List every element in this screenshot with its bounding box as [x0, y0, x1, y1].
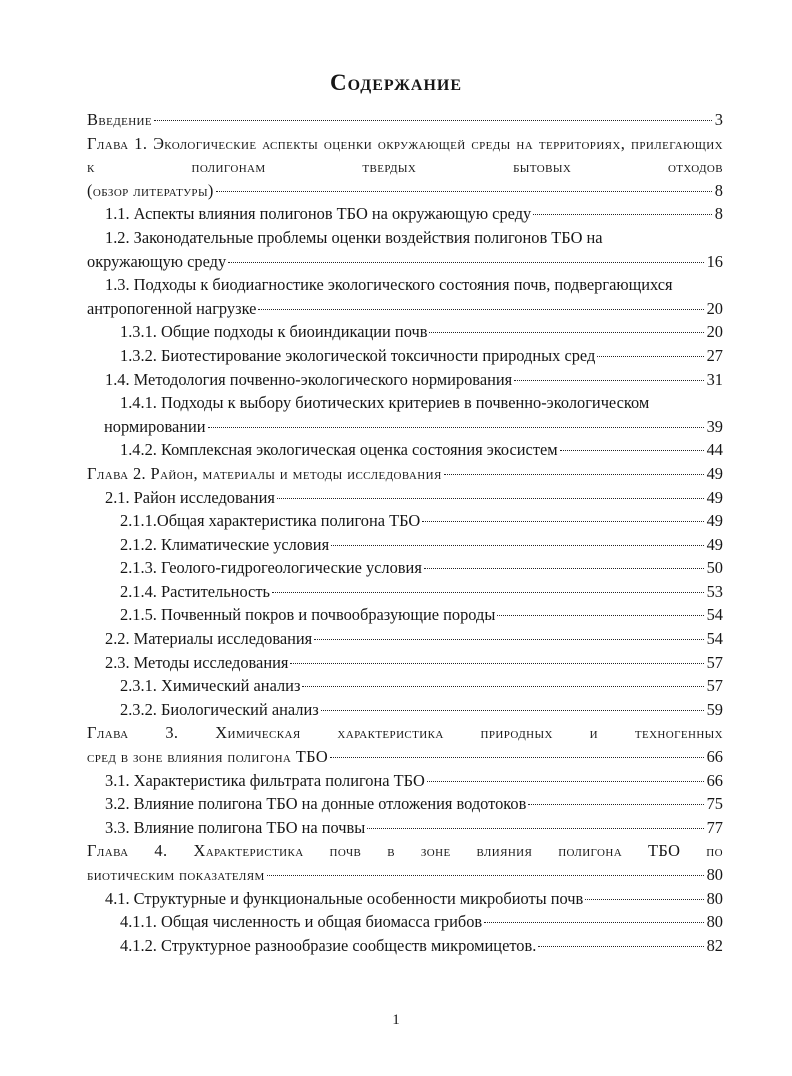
toc-entry-title: 2.2. Материалы исследования [105, 629, 313, 649]
toc-entry[interactable] [87, 580, 723, 604]
dot-leader [528, 804, 703, 805]
toc-page-number: 80 [706, 888, 723, 908]
toc-page-number: 59 [706, 699, 723, 719]
toc-entry-title: 4.1.2. Структурное разнообразие сообществ микромицетов. [120, 935, 537, 955]
toc-page-number: 66 [706, 747, 723, 767]
toc-entry-title: антропогенной нагрузке [87, 298, 257, 318]
dot-leader [208, 427, 704, 428]
dot-leader [514, 380, 703, 381]
toc-entry-title: 1.1. Аспекты влияния полигонов ТБО на окружающую среду [105, 204, 532, 224]
toc-page-number: 49 [706, 534, 723, 554]
dot-leader [560, 450, 704, 451]
toc-entry-title: биотическим показателям [87, 865, 265, 884]
toc-entry[interactable] [87, 202, 723, 226]
dot-leader [331, 545, 704, 546]
toc-entry-title: 2.1.4. Растительность [120, 581, 270, 601]
toc-entry-title: 3.2. Влияние полигона ТБО на донные отложения водотоков [105, 794, 527, 814]
toc-entry[interactable] [87, 887, 723, 911]
table-of-contents [87, 108, 723, 957]
toc-entry-title: 2.3. Методы исследования [105, 652, 289, 672]
toc-entry-title: сред в зоне влияния полигона ТБО [87, 747, 329, 767]
toc-page-number: 20 [706, 298, 723, 318]
dot-leader [422, 521, 703, 522]
dot-leader [302, 686, 703, 687]
dot-leader [321, 710, 704, 711]
dot-leader [484, 922, 703, 923]
toc-page-number: 49 [706, 463, 723, 483]
toc-entry-title: 3.1. Характеристика фильтрата полигона ТБО [105, 770, 425, 790]
page-title: Содержание [329, 70, 463, 95]
dot-leader [258, 309, 703, 310]
toc-entry-title: окружающую среду [87, 251, 227, 271]
page-number: 1 [392, 1012, 400, 1028]
toc-entry-title: нормировании [104, 416, 206, 436]
dot-leader [427, 781, 704, 782]
toc-entry[interactable] [87, 438, 723, 462]
toc-entry[interactable] [87, 486, 723, 510]
toc-entry[interactable] [87, 368, 723, 392]
dot-leader [314, 639, 703, 640]
toc-entry[interactable] [87, 320, 723, 344]
toc-page-number: 8 [714, 180, 723, 200]
toc-entry-title: 2.1.1.Общая характеристика полигона ТБО [120, 511, 421, 531]
toc-entry[interactable] [87, 344, 723, 368]
toc-entry[interactable] [87, 556, 723, 580]
toc-entry[interactable] [87, 603, 723, 627]
dot-leader [277, 498, 704, 499]
toc-page-number: 57 [706, 676, 723, 696]
toc-entry-title-part: Глава 4. Характеристика почв в зоне влияния полигона ТБО по [87, 841, 723, 861]
toc-entry[interactable] [87, 698, 723, 722]
toc-page-number: 54 [706, 605, 723, 625]
toc-entry[interactable] [87, 792, 723, 816]
toc-entry-title: 4.1.1. Общая численность и общая биомасса грибов [120, 912, 483, 932]
toc-entry-title: 1.4. Методология почвенно-экологического нормирования [105, 369, 513, 389]
toc-page-number: 82 [706, 935, 723, 955]
dot-leader [533, 214, 712, 215]
toc-page-number: 49 [706, 511, 723, 531]
toc-entry-title: 1.4.2. Комплексная экологическая оценка состояния экосистем [120, 440, 558, 460]
dot-leader [429, 332, 703, 333]
toc-entry[interactable] [87, 816, 723, 840]
toc-entry[interactable] [87, 509, 723, 533]
dot-leader [154, 120, 712, 121]
toc-entry-title: (обзор литературы) [87, 180, 214, 200]
toc-page-number: 54 [706, 629, 723, 649]
toc-page-number: 8 [714, 204, 723, 224]
toc-entry[interactable] [87, 132, 723, 203]
toc-page-number: 57 [706, 652, 723, 672]
toc-page-number: 80 [706, 865, 723, 884]
toc-page-number: 50 [706, 558, 723, 578]
toc-entry[interactable] [87, 627, 723, 651]
dot-leader [497, 615, 703, 616]
toc-entry-title: 2.3.1. Химический анализ [120, 676, 301, 696]
toc-page-number: 80 [706, 912, 723, 932]
dot-leader [424, 568, 704, 569]
dot-leader [267, 875, 704, 876]
toc-entry-title-part: 1.3. Подходы к биодиагностике экологического состояния почв, подвергающихся [105, 275, 673, 295]
dot-leader [330, 757, 703, 758]
toc-entry-title: Глава 2. Район, материалы и методы исследования [87, 463, 442, 483]
toc-page-number: 39 [706, 416, 723, 436]
toc-entry-title: Введение [87, 110, 153, 129]
toc-entry-title-part: 1.2. Законодательные проблемы оценки воздействия полигонов ТБО на [105, 227, 603, 247]
toc-entry[interactable] [87, 651, 723, 675]
toc-page-number: 66 [706, 770, 723, 790]
toc-entry[interactable] [87, 910, 723, 934]
toc-page-number: 77 [706, 817, 723, 837]
toc-page-number: 49 [706, 487, 723, 507]
toc-entry-title-part: Глава 1. Экологические аспекты оценки окружающей среды на территориях, прилегающих к полигонам твердых бытовых отходов [87, 133, 723, 177]
toc-entry[interactable] [87, 108, 723, 132]
toc-page-number: 75 [706, 794, 723, 814]
dot-leader [597, 356, 703, 357]
dot-leader [216, 191, 712, 192]
toc-entry[interactable] [87, 533, 723, 557]
toc-entry-title: 2.3.2. Биологический анализ [120, 699, 319, 719]
dot-leader [228, 262, 703, 263]
dot-leader [585, 899, 703, 900]
toc-page-number: 20 [706, 322, 723, 342]
toc-entry-title: 1.3.2. Биотестирование экологической токсичности природных сред [120, 345, 596, 365]
toc-entry-title-part: 1.4.1. Подходы к выбору биотических критериев в почвенно-экологическом [120, 393, 650, 413]
toc-entry-title: 2.1.2. Климатические условия [120, 534, 330, 554]
toc-entry[interactable] [87, 721, 723, 768]
toc-entry-title-part: Глава 3. Химическая характеристика природных и техногенных [87, 723, 723, 743]
toc-page-number: 31 [706, 369, 723, 389]
toc-entry-title: 2.1. Район исследования [105, 487, 275, 507]
dot-leader [290, 663, 703, 664]
toc-entry-title: 1.3.1. Общие подходы к биоиндикации почв [120, 322, 428, 342]
toc-entry-title: 3.3. Влияние полигона ТБО на почвы [105, 817, 366, 837]
toc-page-number: 44 [706, 440, 723, 460]
toc-entry-title: 2.1.5. Почвенный покров и почвообразующие породы [120, 605, 496, 625]
toc-page-number: 27 [706, 345, 723, 365]
toc-entry[interactable] [87, 769, 723, 793]
toc-entry[interactable] [87, 226, 723, 273]
toc-entry-title: 4.1. Структурные и функциональные особенности микробиоты почв [105, 888, 584, 908]
toc-entry[interactable] [87, 273, 723, 320]
toc-entry[interactable] [87, 934, 723, 958]
toc-entry[interactable] [87, 391, 723, 438]
toc-entry[interactable] [87, 462, 723, 486]
toc-page-number: 53 [706, 581, 723, 601]
toc-entry[interactable] [87, 839, 723, 886]
toc-page-number: 16 [706, 251, 723, 271]
dot-leader [538, 946, 703, 947]
toc-entry-title: 2.1.3. Геолого-гидрогеологические условия [120, 558, 422, 578]
dot-leader [367, 828, 703, 829]
dot-leader [272, 592, 704, 593]
dot-leader [444, 474, 704, 475]
toc-page-number: 3 [714, 110, 723, 129]
toc-entry[interactable] [87, 674, 723, 698]
